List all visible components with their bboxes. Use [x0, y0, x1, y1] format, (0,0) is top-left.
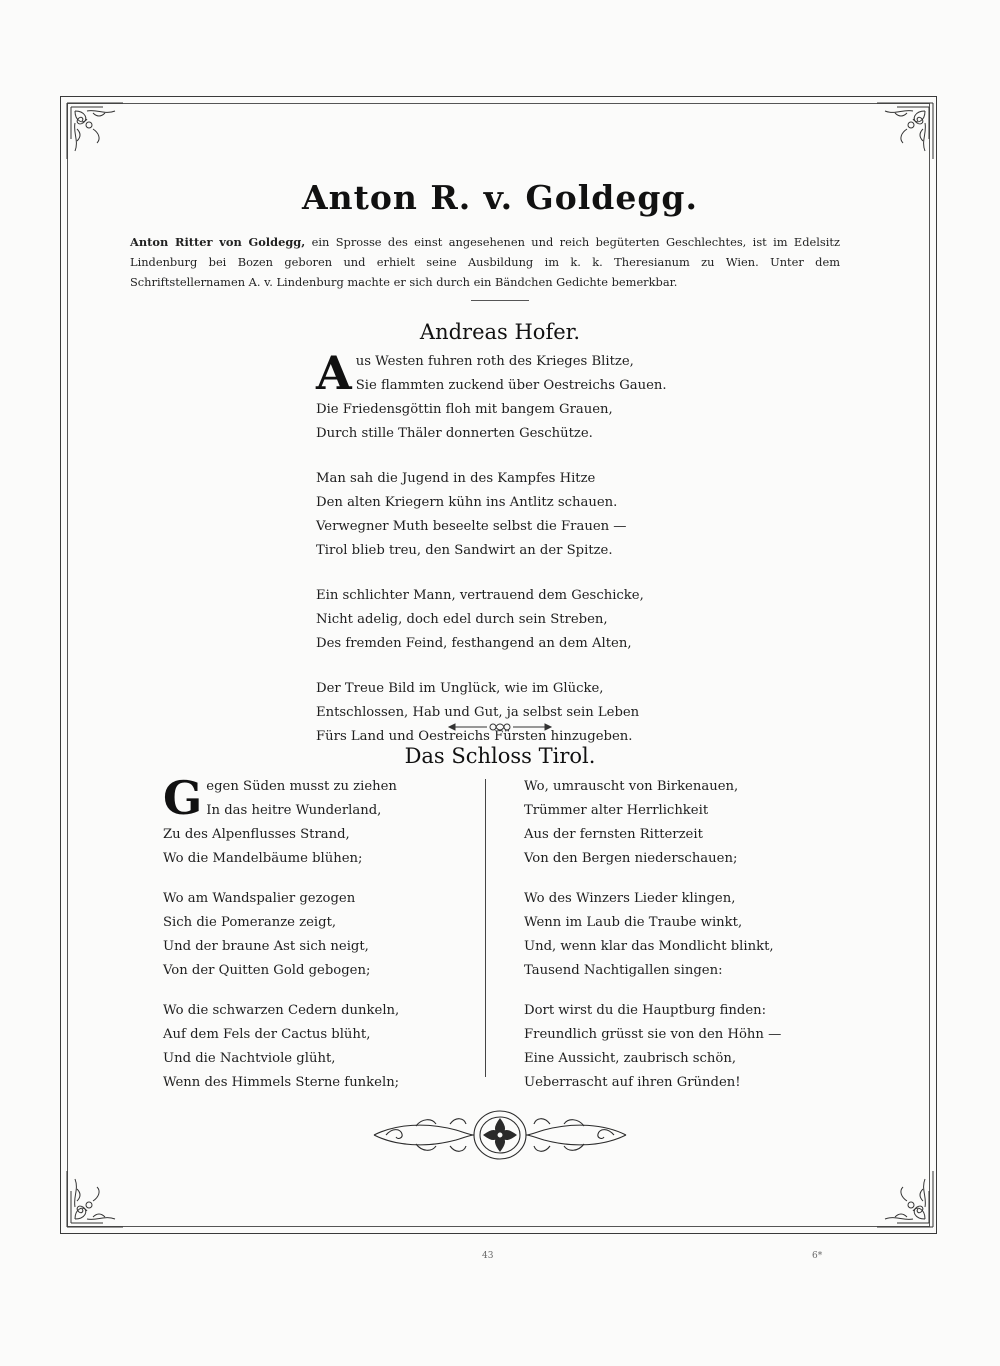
verse-line: us Westen fuhren roth des Krieges Blitze,: [355, 354, 634, 369]
verse-line: Der Treue Bild im Unglück, wie im Glücke,: [316, 681, 604, 696]
verse-line: Von den Bergen niederschauen;: [524, 851, 738, 866]
poem-title-das-schloss-tirol: Das Schloss Tirol.: [404, 744, 596, 768]
biography-text: ein Sprosse des einst angesehenen und reich begüterten Geschlechtes, ist im Edelsitz Lindenburg bei Bozen geboren und erhielt seine Ausbildung im k. k. Theresianum zu Wien. Unter dem Schriftstellernamen A. v. Lindenburg machte er sich durch ein Bändchen Gedichte bemerkbar.: [130, 235, 840, 289]
poem-andreas-hofer: [316, 346, 716, 749]
verse-line: Aus der fernsten Ritterzeit: [524, 827, 703, 842]
verse-line: Durch stille Thäler donnerten Geschütze.: [316, 426, 593, 441]
verse-line: Man sah die Jugend in des Kampfes Hitze: [316, 471, 596, 486]
verse-line: Des fremden Feind, festhangend an dem Alten,: [316, 636, 632, 651]
drop-cap: G: [163, 771, 203, 825]
verse-line: Nicht adelig, doch edel durch sein Streben,: [316, 612, 608, 627]
verse-line: Von der Quitten Gold gebogen;: [163, 963, 371, 978]
divider-ornament: [447, 720, 553, 734]
verse-line: Und, wenn klar das Mondlicht blinkt,: [524, 939, 774, 954]
verse-line: Auf dem Fels der Cactus blüht,: [163, 1027, 371, 1042]
poem-title-andreas-hofer: Andreas Hofer.: [419, 320, 581, 344]
verse-line: Freundlich grüsst sie von den Höhn —: [524, 1027, 782, 1042]
closing-vignette-ornament: [366, 1104, 634, 1166]
verse-line: Tirol blieb treu, den Sandwirt an der Spitze.: [316, 543, 613, 558]
verse-line: Den alten Kriegern kühn ins Antlitz schauen.: [316, 495, 618, 510]
verse-line: Die Friedensgöttin floh mit bangem Grauen,: [316, 402, 613, 417]
stanza: [163, 999, 483, 1095]
verse-line: Eine Aussicht, zaubrisch schön,: [524, 1051, 737, 1066]
verse-line: Tausend Nachtigallen singen:: [524, 963, 723, 978]
corner-ornament-top-right: [873, 99, 937, 163]
author-full-name: Anton Ritter von Goldegg,: [130, 235, 306, 249]
stanza: [524, 999, 844, 1095]
verse-line: In das heitre Wunderland,: [206, 803, 382, 818]
verse-line: Und der braune Ast sich neigt,: [163, 939, 369, 954]
stanza: [163, 771, 483, 871]
drop-cap: A: [316, 346, 352, 400]
corner-ornament-bottom-left: [63, 1167, 127, 1231]
author-title: Anton R. v. Goldegg.: [301, 178, 698, 217]
verse-line: Sich die Pomeranze zeigt,: [163, 915, 337, 930]
stanza: [163, 887, 483, 983]
verse-line: Verwegner Muth beseelte selbst die Frauen —: [316, 519, 627, 534]
verse-line: Ueberrascht auf ihren Gründen!: [524, 1075, 741, 1090]
stanza: [524, 887, 844, 983]
corner-ornament-top-left: [63, 99, 127, 163]
verse-line: Wo, umrauscht von Birkenauen,: [524, 779, 739, 794]
verse-line: Dort wirst du die Hauptburg finden:: [524, 1003, 767, 1018]
verse-line: Ein schlichter Mann, vertrauend dem Geschicke,: [316, 588, 644, 603]
verse-line: Entschlossen, Hab und Gut, ja selbst sein Leben: [316, 705, 640, 720]
verse-line: Fürs Land und Oestreichs Fürsten hinzugeben.: [316, 729, 633, 744]
stanza: [316, 584, 716, 656]
signature-mark: 6*: [812, 1251, 823, 1261]
section-rule: [471, 300, 529, 301]
verse-line: Wenn des Himmels Sterne funkeln;: [163, 1075, 400, 1090]
stanza: [316, 346, 716, 446]
column-divider: [485, 779, 486, 1077]
poem-column-right: [524, 775, 844, 1095]
verse-line: Wo die schwarzen Cedern dunkeln,: [163, 1003, 400, 1018]
verse-line: Wenn im Laub die Traube winkt,: [524, 915, 743, 930]
verse-line: egen Süden musst zu ziehen: [206, 779, 397, 794]
corner-ornament-bottom-right: [873, 1167, 937, 1231]
verse-line: Trümmer alter Herrlichkeit: [524, 803, 709, 818]
poem-column-left: [163, 771, 483, 1095]
verse-line: Wo die Mandelbäume blühen;: [163, 851, 363, 866]
stanza: [524, 775, 844, 871]
stanza: [316, 467, 716, 563]
author-biography: [130, 232, 840, 292]
verse-line: Wo des Winzers Lieder klingen,: [524, 891, 736, 906]
verse-line: Zu des Alpenflusses Strand,: [163, 827, 350, 842]
verse-line: Und die Nachtviole glüht,: [163, 1051, 336, 1066]
stanza: [316, 677, 716, 749]
page-number: 43: [482, 1251, 494, 1261]
verse-line: Sie flammten zuckend über Oestreichs Gauen.: [355, 378, 667, 393]
verse-line: Wo am Wandspalier gezogen: [163, 891, 356, 906]
